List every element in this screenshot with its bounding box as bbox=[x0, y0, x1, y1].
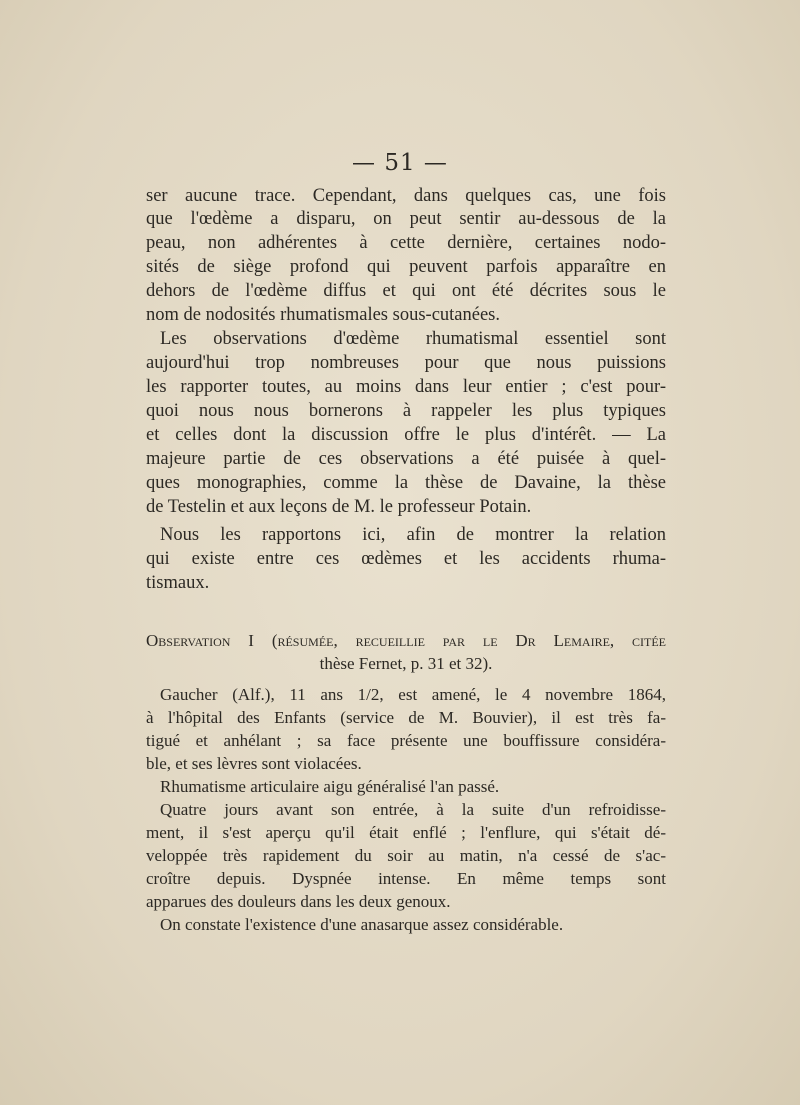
text-line: dehors de l'œdème diffus et qui ont été décrites sous le bbox=[146, 281, 666, 301]
text-line: nom de nodosités rhumatismales sous-cutanées. bbox=[146, 305, 501, 325]
text-line: aujourd'hui trop nombreuses pour que nous puissions bbox=[146, 353, 666, 373]
paragraph-start: Nous les rapportons ici, afin de montrer la relation bbox=[160, 525, 666, 545]
text-line: veloppée très rapidement du soir au matin, n'a cessé de s'ac- bbox=[146, 846, 666, 865]
text-line: ment, il s'est aperçu qu'il était enflé ; l'enflure, qui s'était dé- bbox=[146, 823, 666, 842]
text-line: les rapporter toutes, au moins dans leur entier ; c'est pour- bbox=[146, 377, 666, 397]
text-line: et celles dont la discussion offre le plus d'intérêt. — La bbox=[146, 425, 666, 445]
text-line: ser aucune trace. Cependant, dans quelques cas, une fois bbox=[146, 186, 666, 206]
paragraph-start: Rhumatisme articulaire aigu généralisé l'an passé. bbox=[160, 777, 500, 796]
text-line: que l'œdème a disparu, on peut sentir au-dessous de la bbox=[146, 209, 666, 229]
page-number: — 51 — bbox=[352, 150, 448, 176]
text-line: quoi nous nous bornerons à rappeler les plus typiques bbox=[146, 401, 666, 421]
text-line: de Testelin et aux leçons de M. le professeur Potain. bbox=[146, 497, 532, 517]
text-line: à l'hôpital des Enfants (service de M. Bouvier), il est très fa- bbox=[146, 708, 666, 727]
observation-heading: Observation I (résumée, recueillie par le Dr Lemaire, citée bbox=[146, 631, 666, 650]
text-line: tismaux. bbox=[146, 573, 210, 593]
text-line: peau, non adhérentes à cette dernière, certaines nodo- bbox=[146, 233, 666, 253]
paragraph-start: Gaucher (Alf.), 11 ans 1/2, est amené, le 4 novembre 1864, bbox=[160, 685, 666, 704]
paragraph-start: Les observations d'œdème rhumatismal essentiel sont bbox=[160, 329, 666, 349]
text-line: ques monographies, comme la thèse de Davaine, la thèse bbox=[146, 473, 666, 493]
text-line: sités de siège profond qui peuvent parfois apparaître en bbox=[146, 257, 666, 277]
text-line: croître depuis. Dyspnée intense. En même temps sont bbox=[146, 869, 666, 888]
text-line: ble, et ses lèvres sont violacées. bbox=[146, 754, 362, 773]
paragraph-start: Quatre jours avant son entrée, à la suite d'un refroidisse- bbox=[160, 800, 666, 819]
text-line: tigué et anhélant ; sa face présente une bouffissure considéra- bbox=[146, 731, 666, 750]
text-line: apparues des douleurs dans les deux genoux. bbox=[146, 892, 451, 911]
text-line: qui existe entre ces œdèmes et les accidents rhuma- bbox=[146, 549, 666, 569]
text-line: majeure partie de ces observations a été puisée à quel- bbox=[146, 449, 666, 469]
observation-source: thèse Fernet, p. 31 et 32). bbox=[319, 654, 493, 673]
paragraph-start: On constate l'existence d'une anasarque assez considérable. bbox=[160, 915, 564, 934]
